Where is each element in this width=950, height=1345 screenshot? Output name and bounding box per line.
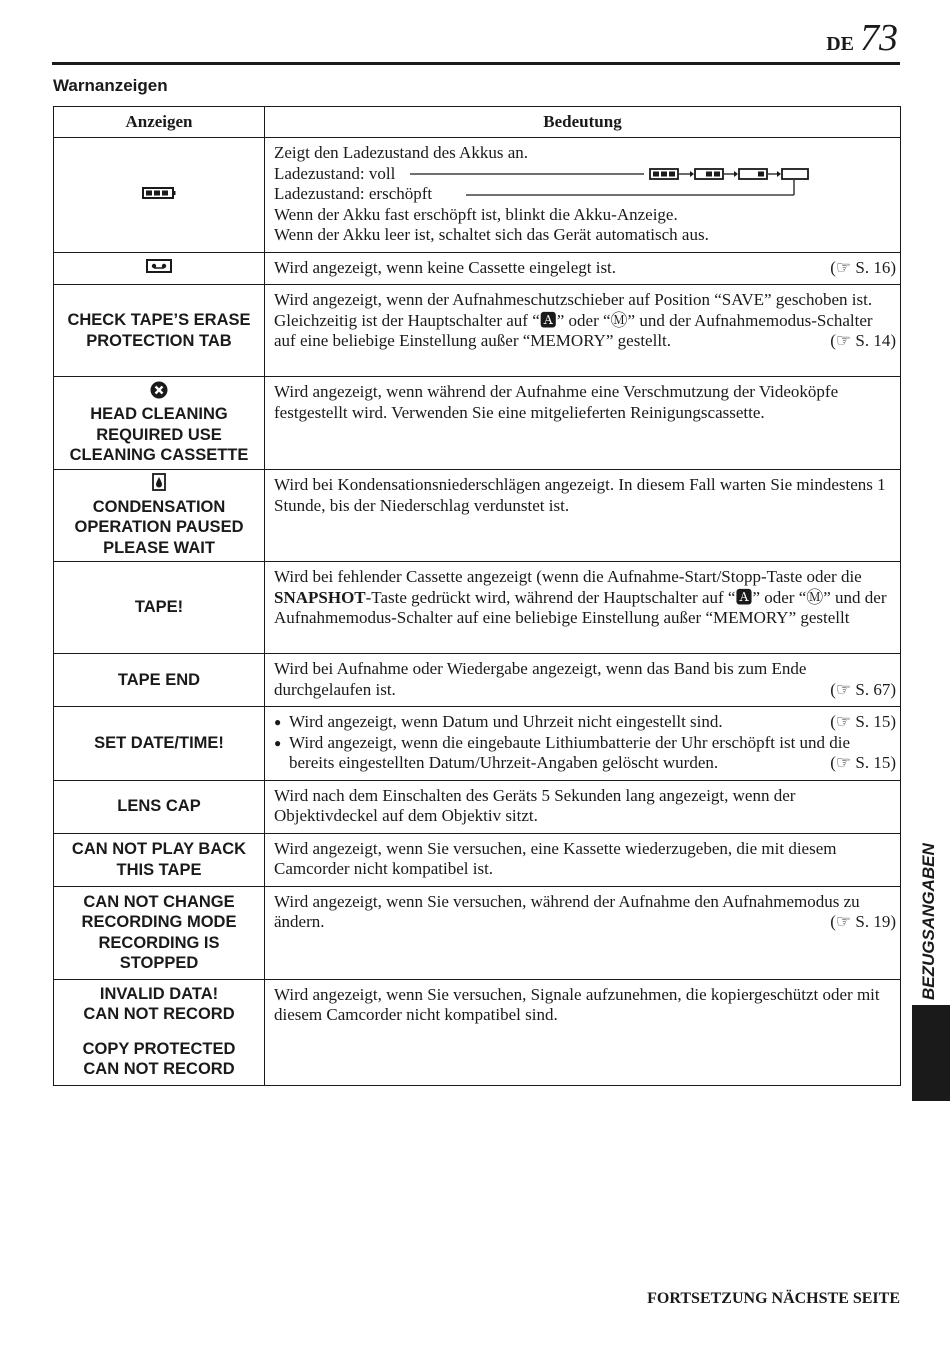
meaning-text: Wird bei Kondensationsniederschlägen angezeigt. In diesem Fall warten Sie mindestens 1 Stunde, bis der Niederschlag verdunstet ist. xyxy=(274,475,886,515)
page-reference: (☞ S. 16) xyxy=(830,257,896,277)
indicator-label: CAN NOT RECORD xyxy=(83,1060,235,1078)
section-tab-marker xyxy=(912,1005,950,1101)
indicator-cell xyxy=(54,138,265,253)
indicator-label: TAPE! xyxy=(134,598,184,617)
indicator-cell xyxy=(54,654,265,707)
indicator-label: HEAD CLEANING xyxy=(90,405,228,423)
meaning-text: Wird angezeigt, wenn während der Aufnahme eine Verschmutzung der Videoköpfe festgestellt wird. Verwenden Sie eine mitgelieferten Reinigungscassette. xyxy=(274,382,839,422)
indicator-cell xyxy=(54,886,265,979)
meaning-text: Wird angezeigt, wenn der Aufnahmeschutzschieber auf Position “SAVE” geschoben ist. Gleichzeitig ist der Hauptschalter auf “🅰” oder “Ⓜ” und der Aufnahmemodus-Schalter auf eine beliebige Einstellung außer “MEMORY” gestellt. xyxy=(274,290,873,350)
meaning-text: Wird bei fehlender Cassette angezeigt (wenn die Aufnahme-Start/Stopp-Taste oder die xyxy=(274,567,862,586)
table-row xyxy=(54,470,901,562)
page-number: 73 xyxy=(860,17,898,59)
bullet-item xyxy=(274,712,896,733)
condensation-icon xyxy=(152,473,166,491)
table-row xyxy=(54,252,901,285)
snapshot-key-label: SNAPSHOT xyxy=(274,587,366,607)
table-row xyxy=(54,833,901,886)
bullet-item xyxy=(274,733,896,774)
indicator-label: TAPE END xyxy=(117,670,201,689)
battery-line-2: Ladezustand: voll xyxy=(274,163,396,183)
indicator-cell xyxy=(54,377,265,470)
indicator-cell xyxy=(54,252,265,285)
meaning-cell xyxy=(265,138,901,253)
head-cleaning-icon xyxy=(150,381,168,399)
meaning-text: -Taste gedrückt wird, während der Hauptschalter auf “🅰” oder “Ⓜ” und der Aufnahmemodus-Schalter auf eine beliebige Einstellung außer “MEMORY” gestellt xyxy=(274,587,887,627)
table-row xyxy=(54,780,901,833)
meaning-text: Wird bei Aufnahme oder Wiedergabe angezeigt, wenn das Band bis zum Ende durchgelaufen ist. xyxy=(274,659,807,699)
meaning-text: Wird nach dem Einschalten des Geräts 5 Sekunden lang angezeigt, wenn der Objektivdeckel auf dem Objektiv sitzt. xyxy=(274,785,796,825)
table-row xyxy=(54,138,901,253)
language-code: DE xyxy=(826,33,854,55)
indicator-cell xyxy=(54,285,265,377)
meaning-text: Wird angezeigt, wenn keine Cassette eingelegt ist. xyxy=(274,257,617,277)
page-reference: (☞ S. 15) xyxy=(830,753,896,772)
battery-icon xyxy=(142,186,176,200)
continuation-footer: FORTSETZUNG NÄCHSTE SEITE xyxy=(647,1290,900,1307)
label-spacer xyxy=(54,1025,264,1039)
indicator-label: CAN NOT PLAY BACK xyxy=(71,840,247,858)
table-row xyxy=(54,979,901,1085)
page-reference: (☞ S. 67) xyxy=(830,679,896,699)
indicator-label: REQUIRED USE xyxy=(96,425,222,444)
indicator-cell xyxy=(54,562,265,654)
meaning-cell xyxy=(265,707,901,781)
indicator-cell xyxy=(54,470,265,562)
indicator-label: CLEANING CASSETTE xyxy=(69,446,249,464)
section-title: Warnanzeigen xyxy=(53,76,168,95)
indicator-cell xyxy=(54,979,265,1085)
indicator-label: RECORDING IS xyxy=(98,933,220,952)
table-row xyxy=(54,886,901,979)
meaning-cell xyxy=(265,470,901,562)
table-row xyxy=(54,562,901,654)
table-header-row xyxy=(54,107,901,138)
battery-line-2-row xyxy=(274,164,896,185)
indicator-label: STOPPED xyxy=(119,954,199,972)
warning-table xyxy=(53,106,901,1086)
meaning-cell xyxy=(265,377,901,470)
column-header-indicators: Anzeigen xyxy=(54,107,265,138)
battery-line-4: Wenn der Akku fast erschöpft ist, blinkt die Akku-Anzeige. xyxy=(274,204,678,224)
meaning-cell xyxy=(265,654,901,707)
indicator-cell xyxy=(54,707,265,781)
page-reference: (☞ S. 14) xyxy=(830,331,896,350)
meaning-cell xyxy=(265,285,901,377)
indicator-cell xyxy=(54,833,265,886)
meaning-cell xyxy=(265,562,901,654)
battery-line-1: Zeigt den Ladezustand des Akkus an. xyxy=(274,143,528,162)
indicator-label: LENS CAP xyxy=(117,797,201,816)
bullet-text: Wird angezeigt, wenn Datum und Uhrzeit nicht eingestellt sind. xyxy=(289,712,723,731)
meaning-text: Wird angezeigt, wenn Sie versuchen, eine Kassette wiederzugeben, die mit diesem Camcorder nicht kompatibel ist. xyxy=(274,838,837,878)
indicator-label: CONDENSATION xyxy=(92,497,226,516)
battery-line-3: Ladezustand: erschöpft xyxy=(274,184,433,203)
header-rule xyxy=(52,62,900,65)
indicator-cell xyxy=(54,780,265,833)
indicator-label: CAN NOT RECORD xyxy=(83,1005,235,1023)
section-side-label: BEZUGSANGABEN xyxy=(919,843,938,1000)
meaning-cell xyxy=(265,979,901,1085)
meaning-cell xyxy=(265,886,901,979)
table-row xyxy=(54,654,901,707)
page-reference: ● (☞ S. 15) xyxy=(830,712,896,731)
table-row xyxy=(54,707,901,781)
indicator-label: OPERATION PAUSED xyxy=(74,518,244,536)
indicator-label: CAN NOT CHANGE xyxy=(83,892,235,911)
table-row xyxy=(54,285,901,377)
page-reference: (☞ S. 19) xyxy=(830,912,896,931)
indicator-label: PLEASE WAIT xyxy=(103,538,215,557)
battery-level-sequence-icon xyxy=(410,164,810,206)
table-row xyxy=(54,377,901,470)
indicator-label: RECORDING MODE xyxy=(81,913,237,931)
meaning-text: Wird angezeigt, wenn Sie versuchen, während der Aufnahme den Aufnahmemodus zu ändern. xyxy=(274,891,860,931)
indicator-label: THIS TAPE xyxy=(116,860,202,879)
indicator-label: COPY PROTECTED xyxy=(82,1039,236,1058)
cassette-icon xyxy=(146,259,172,273)
column-header-meaning: Bedeutung xyxy=(265,107,901,138)
battery-line-5: Wenn der Akku leer ist, schaltet sich das Gerät automatisch aus. xyxy=(274,225,709,244)
indicator-label: PROTECTION TAB xyxy=(86,331,232,350)
page-header xyxy=(826,16,898,60)
meaning-cell xyxy=(265,252,901,285)
indicator-label: CHECK TAPE’S ERASE xyxy=(67,311,251,329)
meaning-cell xyxy=(265,780,901,833)
meaning-cell xyxy=(265,833,901,886)
indicator-label: SET DATE/TIME! xyxy=(94,734,224,752)
bullet-text: Wird angezeigt, wenn die eingebaute Lithiumbatterie der Uhr erschöpft ist und die bereits eingestellten Datum/Uhrzeit-Angaben gelöscht wurden. xyxy=(289,732,851,772)
indicator-label: INVALID DATA! xyxy=(99,984,219,1003)
meaning-text: Wird angezeigt, wenn Sie versuchen, Signale aufzunehmen, die kopiergeschützt oder mit diesem Camcorder nicht kompatibel sind. xyxy=(274,984,880,1024)
